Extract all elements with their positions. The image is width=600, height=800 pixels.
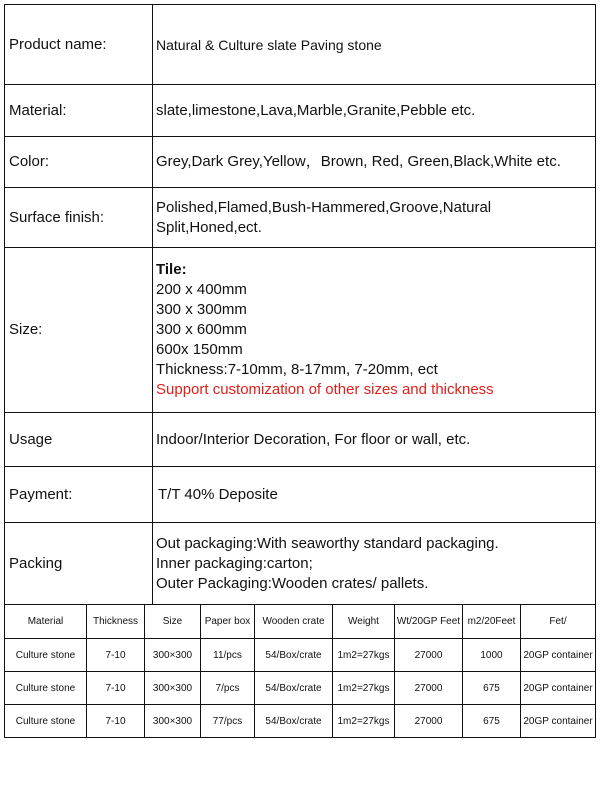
spec-row-usage (5, 413, 596, 467)
product-name-label: Product name: (5, 5, 153, 85)
table-cell: 1m2=27kgs (333, 705, 395, 738)
thickness-line: Thickness:7-10mm, 8-17mm, 7-20mm, ect (156, 361, 438, 378)
table-cell: 27000 (395, 672, 463, 705)
table-cell: 300×300 (145, 639, 201, 672)
spec-row-surface-finish (5, 188, 596, 248)
spec-row-product-name (5, 5, 596, 85)
size-line: 300 x 600mm (156, 321, 247, 338)
packing-line: Outer Packaging:Wooden crates/ pallets. (156, 574, 429, 592)
packing-value (153, 523, 596, 605)
table-header-row (5, 605, 596, 639)
table-cell: 675 (463, 672, 521, 705)
usage-label: Usage (5, 413, 153, 467)
table-cell: 675 (463, 705, 521, 738)
size-value (153, 248, 596, 413)
table-cell: 27000 (395, 639, 463, 672)
product-spec-table (4, 4, 596, 605)
table-cell: 20GP container (521, 672, 596, 705)
table-cell: 300×300 (145, 705, 201, 738)
table-cell: Culture stone (5, 672, 87, 705)
spec-row-payment (5, 467, 596, 523)
size-line: 600x 150mm (156, 341, 243, 358)
column-header: Wt/20GP Feet (395, 605, 463, 639)
packing-line: Out packaging:With seaworthy standard packaging. (156, 534, 499, 552)
size-line: 300 x 300mm (156, 301, 247, 318)
customization-note: Support customization of other sizes and thickness (156, 381, 494, 398)
table-cell: 20GP container (521, 705, 596, 738)
table-cell: 7/pcs (201, 672, 255, 705)
spec-row-material (5, 85, 596, 137)
table-cell: 77/pcs (201, 705, 255, 738)
spec-row-size (5, 248, 596, 413)
column-header: m2/20Feet (463, 605, 521, 639)
table-cell: 1m2=27kgs (333, 672, 395, 705)
shipping-data-table (4, 604, 596, 738)
column-header: Wooden crate (255, 605, 333, 639)
table-cell: 11/pcs (201, 639, 255, 672)
table-row (5, 705, 596, 738)
packing-line: Inner packaging:carton; (156, 554, 313, 572)
surface-finish-line: Split,Honed,ect. (156, 218, 262, 236)
product-name-value: Natural & Culture slate Paving stone (153, 5, 596, 85)
spec-row-color (5, 137, 596, 188)
usage-value: Indoor/Interior Decoration, For floor or wall, etc. (153, 413, 596, 467)
table-cell: 7-10 (87, 672, 145, 705)
table-row (5, 672, 596, 705)
table-cell: 54/Box/crate (255, 639, 333, 672)
table-cell: 7-10 (87, 705, 145, 738)
table-cell: 300×300 (145, 672, 201, 705)
table-cell: 27000 (395, 705, 463, 738)
size-label: Size: (5, 248, 153, 413)
material-value: slate,limestone,Lava,Marble,Granite,Pebble etc. (153, 85, 596, 137)
spec-row-packing (5, 523, 596, 605)
column-header: Fet/ (521, 605, 596, 639)
payment-label: Payment: (5, 467, 153, 523)
table-cell: 1m2=27kgs (333, 639, 395, 672)
column-header: Thickness (87, 605, 145, 639)
color-label: Color: (5, 137, 153, 188)
size-line: 200 x 400mm (156, 281, 247, 298)
column-header: Paper box (201, 605, 255, 639)
column-header: Weight (333, 605, 395, 639)
column-header: Size (145, 605, 201, 639)
surface-finish-value (153, 188, 596, 248)
material-label: Material: (5, 85, 153, 137)
table-cell: Culture stone (5, 639, 87, 672)
packing-label: Packing (5, 523, 153, 605)
table-cell: 54/Box/crate (255, 672, 333, 705)
table-row (5, 639, 596, 672)
table-cell: 1000 (463, 639, 521, 672)
tile-heading: Tile: (156, 261, 187, 278)
column-header: Material (5, 605, 87, 639)
color-value: Grey,Dark Grey,Yellow，Brown, Red, Green,Black,White etc. (153, 137, 596, 188)
table-cell: 54/Box/crate (255, 705, 333, 738)
table-cell: Culture stone (5, 705, 87, 738)
surface-finish-label: Surface finish: (5, 188, 153, 248)
table-cell: 20GP container (521, 639, 596, 672)
payment-value: T/T 40% Deposite (153, 467, 596, 523)
table-cell: 7-10 (87, 639, 145, 672)
surface-finish-line: Polished,Flamed,Bush-Hammered,Groove,Natural (156, 198, 492, 216)
